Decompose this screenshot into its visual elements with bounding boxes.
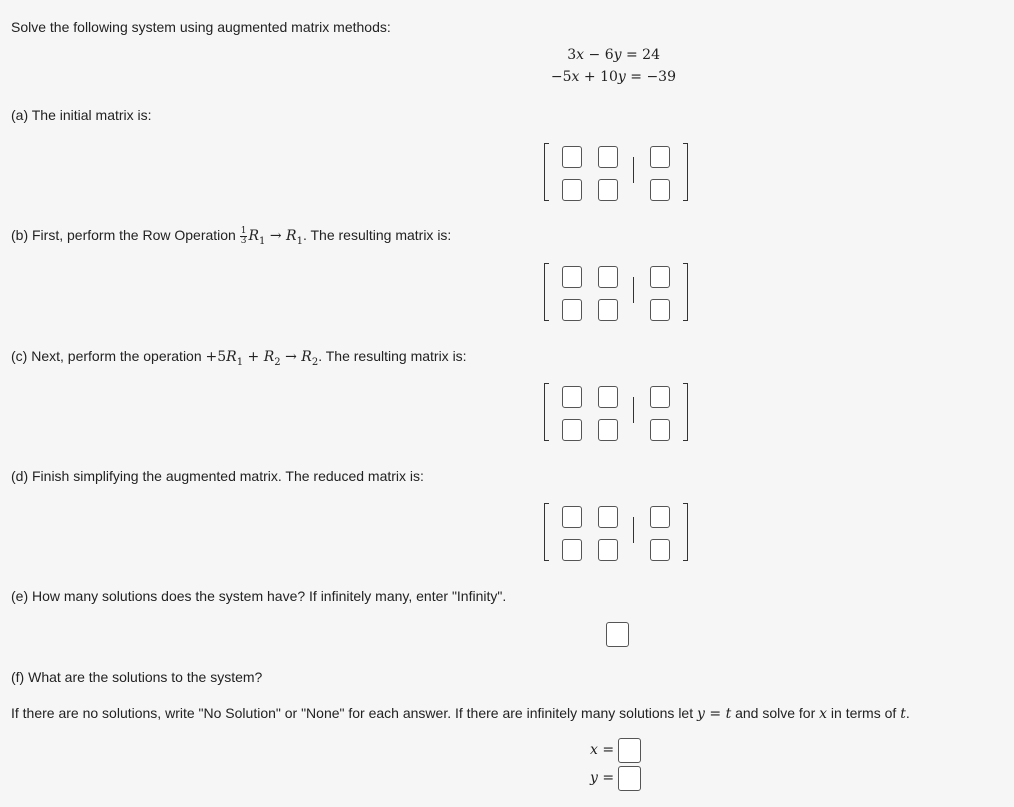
equation-2: −5x + 10y = −39: [550, 69, 676, 85]
matrix-b-r2c1[interactable]: [562, 299, 582, 321]
matrix-a-r2c1[interactable]: [562, 179, 582, 201]
matrix-d-r2c3[interactable]: [650, 539, 670, 561]
part-a-label: (a) The initial matrix is:: [11, 107, 152, 123]
matrix-c-r2c1[interactable]: [562, 419, 582, 441]
matrix-d-r1c2[interactable]: [598, 506, 618, 528]
right-bracket: [683, 143, 688, 201]
part-d-label: (d) Finish simplifying the augmented matrix. The reduced matrix is:: [11, 468, 424, 484]
matrix-a-r2c2[interactable]: [598, 179, 618, 201]
matrix-d-r1c3[interactable]: [650, 506, 670, 528]
matrix-d-r2c2[interactable]: [598, 539, 618, 561]
solution-count-input[interactable]: [606, 622, 629, 647]
x-answer-label: x =: [590, 742, 615, 758]
left-bracket: [544, 143, 549, 201]
left-bracket: [544, 503, 549, 561]
matrix-c: [544, 379, 694, 449]
right-bracket: [683, 383, 688, 441]
part-f-label: (f) What are the solutions to the system?: [11, 669, 263, 685]
matrix-c-r1c1[interactable]: [562, 386, 582, 408]
y-answer-label: y =: [590, 770, 615, 786]
matrix-a-r1c1[interactable]: [562, 146, 582, 168]
matrix-b-r1c2[interactable]: [598, 266, 618, 288]
part-e-label: (e) How many solutions does the system have? If infinitely many, enter "Infinity".: [11, 588, 507, 604]
matrix-b-r2c2[interactable]: [598, 299, 618, 321]
fraction-one-third: $\frac{1}{3}$: [240, 226, 247, 246]
matrix-c-r1c2[interactable]: [598, 386, 618, 408]
matrix-c-r1c3[interactable]: [650, 386, 670, 408]
matrix-b: [544, 259, 694, 329]
augment-bar: [633, 277, 634, 303]
part-f-instructions: If there are no solutions, write "No Solution" or "None" for each answer. If there are infinitely many solutions let y = t and solve for x in terms of t.: [11, 705, 910, 722]
right-bracket: [683, 263, 688, 321]
problem-intro: Solve the following system using augmented matrix methods:: [11, 19, 391, 35]
matrix-d-r2c1[interactable]: [562, 539, 582, 561]
augment-bar: [633, 157, 634, 183]
matrix-c-r2c2[interactable]: [598, 419, 618, 441]
matrix-a-r1c3[interactable]: [650, 146, 670, 168]
left-bracket: [544, 263, 549, 321]
matrix-a: [544, 139, 694, 209]
matrix-b-r1c1[interactable]: [562, 266, 582, 288]
x-answer-input[interactable]: [618, 738, 641, 763]
matrix-c-r2c3[interactable]: [650, 419, 670, 441]
matrix-a-r2c3[interactable]: [650, 179, 670, 201]
right-bracket: [683, 503, 688, 561]
augment-bar: [633, 397, 634, 423]
left-bracket: [544, 383, 549, 441]
matrix-d-r1c1[interactable]: [562, 506, 582, 528]
matrix-a-r1c2[interactable]: [598, 146, 618, 168]
matrix-b-r2c3[interactable]: [650, 299, 670, 321]
part-b-label: (b) First, perform the Row Operation $\frac{1}{3}$ $R_1 \to R_1$. The resulting matrix is:: [11, 226, 452, 247]
matrix-d: [544, 499, 694, 569]
equation-1: 3x − 6y = 24: [567, 47, 660, 63]
augment-bar: [633, 517, 634, 543]
part-c-label: (c) Next, perform the operation $+5R_1 + R_2 \to R_2$. The resulting matrix is:: [11, 348, 467, 368]
matrix-b-r1c3[interactable]: [650, 266, 670, 288]
y-answer-input[interactable]: [618, 766, 641, 791]
